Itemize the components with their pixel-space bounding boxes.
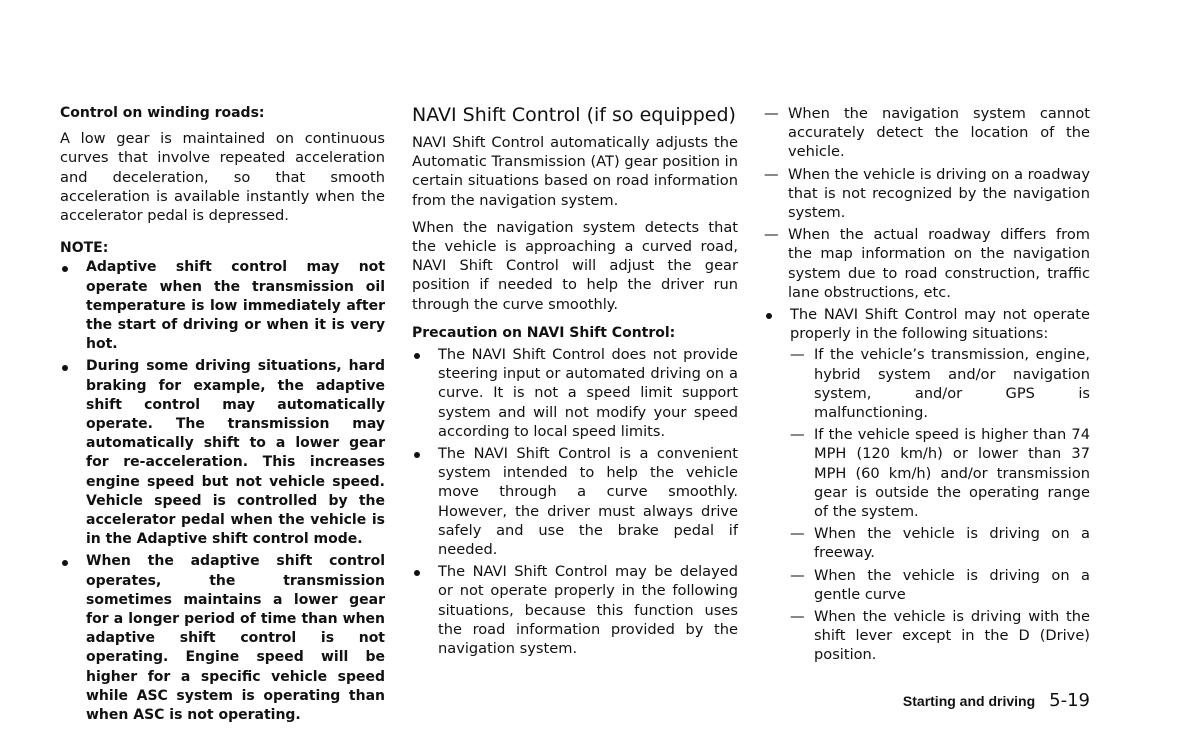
dash-item: — When the vehicle is driving on a freeway. <box>790 524 1090 562</box>
left-column <box>60 104 385 728</box>
footer-section-label: Starting and driving <box>902 693 1036 709</box>
winding-roads-heading: Control on winding roads: <box>60 105 265 121</box>
note-label: NOTE: <box>60 240 109 257</box>
dash-item: — When the vehicle is driving with the shift lever except in the D (Drive) position. <box>790 607 1090 665</box>
precaution-list <box>412 345 738 658</box>
section-title: NAVI Shift Control (if so equipped) <box>412 104 736 126</box>
situation-bullet-text: The NAVI Shift Control may not operate properly in the following situations: <box>790 306 1090 343</box>
winding-roads-paragraph: A low gear is maintained on continuous curves that involve repeated acceleration and deceleration, so that smooth acceleration is available instantly when the accelerator pedal is depressed. <box>60 130 385 225</box>
page-footer <box>860 690 1090 711</box>
right-column <box>764 104 1090 668</box>
dash-item: — If the vehicle’s transmission, engine, hybrid system and/or navigation system, and/or GPS is malfunctioning. <box>790 345 1090 422</box>
dash-list-bottom <box>790 345 1090 664</box>
precaution-heading: Precaution on NAVI Shift Control: <box>412 324 676 341</box>
dash-item: — When the navigation system cannot accurately detect the location of the vehicle. <box>764 104 1090 162</box>
precaution-item: The NAVI Shift Control may be delayed or not operate properly in the following situations, because this function uses the road information provided by the navigation system. <box>412 562 738 658</box>
dash-list-top <box>764 104 1090 302</box>
page-number: 5-19 <box>1049 690 1090 711</box>
dash-item: — When the vehicle is driving on a gentle curve <box>790 566 1090 604</box>
situation-bullet-list <box>764 305 1090 665</box>
dash-item: — When the vehicle is driving on a roadway that is not recognized by the navigation system. <box>764 165 1090 223</box>
precaution-item: The NAVI Shift Control does not provide steering input or automated driving on a curve. It is not a speed limit support system and will not modify your speed according to local speed limits. <box>412 345 738 441</box>
note-list <box>60 258 385 725</box>
note-item: During some driving situations, hard braking for example, the adaptive shift control may automatically operate. The transmission may automatically shift to a lower gear for re-acceleration. This increases engine speed but not vehicle speed. Vehicle speed is controlled by the accelerator pedal when the vehicle is in the Adaptive shift control mode. <box>60 357 385 549</box>
dash-item: — If the vehicle speed is higher than 74 MPH (120 km/h) or lower than 37 MPH (60 km/h) and/or transmission gear is outside the operating range of the system. <box>790 425 1090 521</box>
situation-bullet <box>764 305 1090 665</box>
precaution-item: The NAVI Shift Control is a convenient system intended to help the vehicle move through a curve smoothly. However, the driver must always drive safely and use the brake pedal if needed. <box>412 444 738 559</box>
navi-detect-paragraph: When the navigation system detects that the vehicle is approaching a curved road, NAVI Shift Control will adjust the gear position if needed to help the driver run through the curve smoothly. <box>412 218 738 313</box>
navi-intro-paragraph: NAVI Shift Control automatically adjusts the Automatic Transmission (AT) gear position in certain situations based on road information from the navigation system. <box>412 134 738 209</box>
note-item: Adaptive shift control may not operate when the transmission oil temperature is low immediately after the start of driving or when it is very hot. <box>60 258 385 354</box>
middle-column <box>412 104 738 661</box>
note-item: When the adaptive shift control operates, the transmission sometimes maintains a lower gear for a longer period of time than when adaptive shift control is not operating. Engine speed will be higher for a specific vehicle speed while ASC system is operating than when ASC is not operating. <box>60 552 385 725</box>
dash-item: — When the actual roadway differs from the map information on the navigation system due to road construction, traffic lane obstructions, etc. <box>764 225 1090 302</box>
